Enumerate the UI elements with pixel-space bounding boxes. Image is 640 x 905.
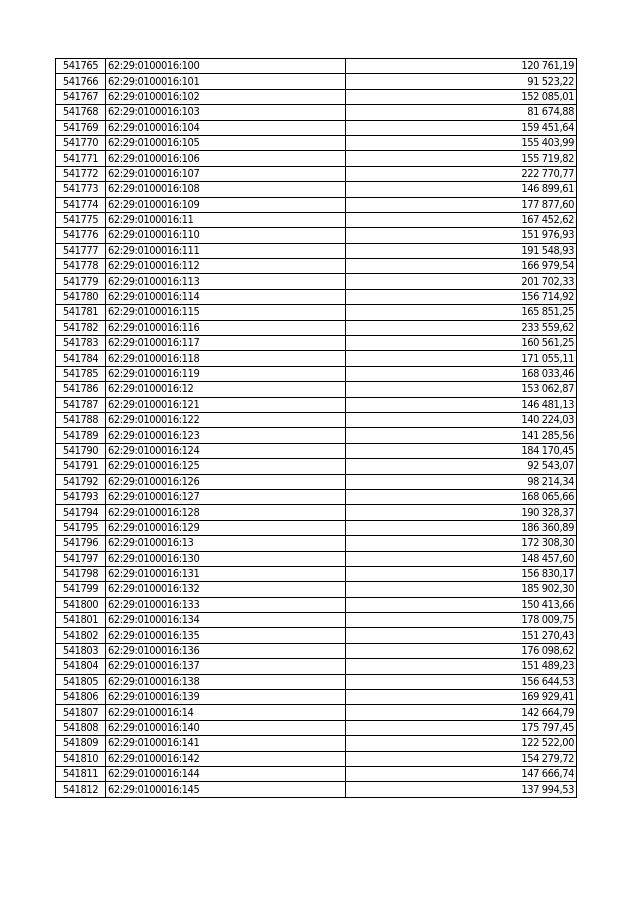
cadastral-value-cell: 91 523,22 bbox=[346, 74, 577, 89]
row-id-cell: 541773 bbox=[56, 182, 106, 197]
cadastral-value-cell: 165 851,25 bbox=[346, 305, 577, 320]
cadastral-number-cell: 62:29:0100016:115 bbox=[106, 305, 346, 320]
cadastral-value-cell: 155 719,82 bbox=[346, 151, 577, 166]
table-row bbox=[56, 166, 577, 181]
table-row bbox=[56, 597, 577, 612]
table-row bbox=[56, 320, 577, 335]
table-row bbox=[56, 151, 577, 166]
row-id-cell: 541800 bbox=[56, 597, 106, 612]
cadastral-number-cell: 62:29:0100016:111 bbox=[106, 243, 346, 258]
cadastral-value-cell: 184 170,45 bbox=[346, 443, 577, 458]
table-row bbox=[56, 74, 577, 89]
table-row bbox=[56, 443, 577, 458]
table-row bbox=[56, 690, 577, 705]
cadastral-number-cell: 62:29:0100016:105 bbox=[106, 135, 346, 150]
cadastral-value-table bbox=[55, 58, 577, 798]
cadastral-number-cell: 62:29:0100016:138 bbox=[106, 674, 346, 689]
table-row bbox=[56, 212, 577, 227]
cadastral-value-cell: 122 522,00 bbox=[346, 736, 577, 751]
cadastral-value-cell: 151 489,23 bbox=[346, 659, 577, 674]
cadastral-number-cell: 62:29:0100016:101 bbox=[106, 74, 346, 89]
row-id-cell: 541779 bbox=[56, 274, 106, 289]
table-row bbox=[56, 382, 577, 397]
cadastral-value-cell: 98 214,34 bbox=[346, 474, 577, 489]
row-id-cell: 541781 bbox=[56, 305, 106, 320]
cadastral-number-cell: 62:29:0100016:126 bbox=[106, 474, 346, 489]
table-row bbox=[56, 705, 577, 720]
cadastral-value-cell: 152 085,01 bbox=[346, 89, 577, 104]
cadastral-value-cell: 81 674,88 bbox=[346, 105, 577, 120]
row-id-cell: 541765 bbox=[56, 59, 106, 74]
table-row bbox=[56, 89, 577, 104]
cadastral-number-cell: 62:29:0100016:102 bbox=[106, 89, 346, 104]
table-row bbox=[56, 228, 577, 243]
row-id-cell: 541787 bbox=[56, 397, 106, 412]
cadastral-number-cell: 62:29:0100016:12 bbox=[106, 382, 346, 397]
row-id-cell: 541812 bbox=[56, 782, 106, 797]
cadastral-value-cell: 172 308,30 bbox=[346, 536, 577, 551]
table-row bbox=[56, 135, 577, 150]
cadastral-value-cell: 191 548,93 bbox=[346, 243, 577, 258]
row-id-cell: 541778 bbox=[56, 259, 106, 274]
cadastral-number-cell: 62:29:0100016:106 bbox=[106, 151, 346, 166]
cadastral-value-cell: 147 666,74 bbox=[346, 766, 577, 781]
row-id-cell: 541780 bbox=[56, 289, 106, 304]
cadastral-number-cell: 62:29:0100016:113 bbox=[106, 274, 346, 289]
cadastral-value-cell: 156 830,17 bbox=[346, 566, 577, 581]
cadastral-number-cell: 62:29:0100016:127 bbox=[106, 489, 346, 504]
cadastral-value-cell: 233 559,62 bbox=[346, 320, 577, 335]
row-id-cell: 541807 bbox=[56, 705, 106, 720]
row-id-cell: 541791 bbox=[56, 459, 106, 474]
cadastral-value-cell: 222 770,77 bbox=[346, 166, 577, 181]
cadastral-number-cell: 62:29:0100016:125 bbox=[106, 459, 346, 474]
table-row bbox=[56, 520, 577, 535]
cadastral-number-cell: 62:29:0100016:121 bbox=[106, 397, 346, 412]
row-id-cell: 541804 bbox=[56, 659, 106, 674]
table-row bbox=[56, 366, 577, 381]
row-id-cell: 541808 bbox=[56, 720, 106, 735]
cadastral-number-cell: 62:29:0100016:108 bbox=[106, 182, 346, 197]
row-id-cell: 541796 bbox=[56, 536, 106, 551]
cadastral-number-cell: 62:29:0100016:100 bbox=[106, 59, 346, 74]
cadastral-value-cell: 154 279,72 bbox=[346, 751, 577, 766]
row-id-cell: 541794 bbox=[56, 505, 106, 520]
table-row bbox=[56, 489, 577, 504]
cadastral-value-cell: 146 899,61 bbox=[346, 182, 577, 197]
row-id-cell: 541799 bbox=[56, 582, 106, 597]
row-id-cell: 541806 bbox=[56, 690, 106, 705]
cadastral-number-cell: 62:29:0100016:110 bbox=[106, 228, 346, 243]
row-id-cell: 541790 bbox=[56, 443, 106, 458]
cadastral-value-cell: 141 285,56 bbox=[346, 428, 577, 443]
table-row bbox=[56, 459, 577, 474]
cadastral-value-cell: 142 664,79 bbox=[346, 705, 577, 720]
row-id-cell: 541792 bbox=[56, 474, 106, 489]
table-row bbox=[56, 628, 577, 643]
row-id-cell: 541811 bbox=[56, 766, 106, 781]
cadastral-number-cell: 62:29:0100016:103 bbox=[106, 105, 346, 120]
cadastral-value-cell: 120 761,19 bbox=[346, 59, 577, 74]
cadastral-value-cell: 150 413,66 bbox=[346, 597, 577, 612]
table-row bbox=[56, 766, 577, 781]
row-id-cell: 541786 bbox=[56, 382, 106, 397]
row-id-cell: 541789 bbox=[56, 428, 106, 443]
row-id-cell: 541783 bbox=[56, 336, 106, 351]
cadastral-number-cell: 62:29:0100016:128 bbox=[106, 505, 346, 520]
row-id-cell: 541768 bbox=[56, 105, 106, 120]
cadastral-number-cell: 62:29:0100016:123 bbox=[106, 428, 346, 443]
row-id-cell: 541788 bbox=[56, 412, 106, 427]
cadastral-number-cell: 62:29:0100016:145 bbox=[106, 782, 346, 797]
cadastral-value-cell: 177 877,60 bbox=[346, 197, 577, 212]
cadastral-value-cell: 168 065,66 bbox=[346, 489, 577, 504]
cadastral-number-cell: 62:29:0100016:131 bbox=[106, 566, 346, 581]
cadastral-number-cell: 62:29:0100016:133 bbox=[106, 597, 346, 612]
row-id-cell: 541769 bbox=[56, 120, 106, 135]
table-row bbox=[56, 566, 577, 581]
table-row bbox=[56, 536, 577, 551]
cadastral-number-cell: 62:29:0100016:13 bbox=[106, 536, 346, 551]
cadastral-value-cell: 190 328,37 bbox=[346, 505, 577, 520]
row-id-cell: 541775 bbox=[56, 212, 106, 227]
cadastral-number-cell: 62:29:0100016:107 bbox=[106, 166, 346, 181]
cadastral-value-cell: 175 797,45 bbox=[346, 720, 577, 735]
table-row bbox=[56, 259, 577, 274]
cadastral-number-cell: 62:29:0100016:112 bbox=[106, 259, 346, 274]
table-row bbox=[56, 182, 577, 197]
cadastral-value-cell: 153 062,87 bbox=[346, 382, 577, 397]
cadastral-number-cell: 62:29:0100016:116 bbox=[106, 320, 346, 335]
table-row bbox=[56, 412, 577, 427]
table-row bbox=[56, 474, 577, 489]
table-row bbox=[56, 674, 577, 689]
row-id-cell: 541766 bbox=[56, 74, 106, 89]
row-id-cell: 541776 bbox=[56, 228, 106, 243]
row-id-cell: 541805 bbox=[56, 674, 106, 689]
row-id-cell: 541802 bbox=[56, 628, 106, 643]
cadastral-value-cell: 186 360,89 bbox=[346, 520, 577, 535]
table-row bbox=[56, 659, 577, 674]
cadastral-value-cell: 148 457,60 bbox=[346, 551, 577, 566]
table-row bbox=[56, 336, 577, 351]
cadastral-value-cell: 140 224,03 bbox=[346, 412, 577, 427]
cadastral-number-cell: 62:29:0100016:124 bbox=[106, 443, 346, 458]
table-row bbox=[56, 59, 577, 74]
row-id-cell: 541770 bbox=[56, 135, 106, 150]
cadastral-value-cell: 92 543,07 bbox=[346, 459, 577, 474]
table-row bbox=[56, 305, 577, 320]
cadastral-number-cell: 62:29:0100016:104 bbox=[106, 120, 346, 135]
table-row bbox=[56, 736, 577, 751]
cadastral-value-cell: 146 481,13 bbox=[346, 397, 577, 412]
cadastral-value-cell: 151 270,43 bbox=[346, 628, 577, 643]
cadastral-number-cell: 62:29:0100016:139 bbox=[106, 690, 346, 705]
cadastral-value-cell: 160 561,25 bbox=[346, 336, 577, 351]
cadastral-number-cell: 62:29:0100016:135 bbox=[106, 628, 346, 643]
cadastral-value-cell: 171 055,11 bbox=[346, 351, 577, 366]
cadastral-value-cell: 156 714,92 bbox=[346, 289, 577, 304]
cadastral-number-cell: 62:29:0100016:132 bbox=[106, 582, 346, 597]
table-row bbox=[56, 782, 577, 797]
row-id-cell: 541801 bbox=[56, 613, 106, 628]
cadastral-number-cell: 62:29:0100016:11 bbox=[106, 212, 346, 227]
table-row bbox=[56, 289, 577, 304]
table-row bbox=[56, 751, 577, 766]
cadastral-value-cell: 178 009,75 bbox=[346, 613, 577, 628]
table-row bbox=[56, 105, 577, 120]
cadastral-number-cell: 62:29:0100016:140 bbox=[106, 720, 346, 735]
table-row bbox=[56, 613, 577, 628]
row-id-cell: 541795 bbox=[56, 520, 106, 535]
cadastral-value-cell: 156 644,53 bbox=[346, 674, 577, 689]
row-id-cell: 541803 bbox=[56, 643, 106, 658]
cadastral-number-cell: 62:29:0100016:14 bbox=[106, 705, 346, 720]
cadastral-number-cell: 62:29:0100016:129 bbox=[106, 520, 346, 535]
table-row bbox=[56, 643, 577, 658]
row-id-cell: 541785 bbox=[56, 366, 106, 381]
row-id-cell: 541798 bbox=[56, 566, 106, 581]
table-row bbox=[56, 243, 577, 258]
row-id-cell: 541767 bbox=[56, 89, 106, 104]
cadastral-number-cell: 62:29:0100016:142 bbox=[106, 751, 346, 766]
table-row bbox=[56, 551, 577, 566]
cadastral-value-cell: 151 976,93 bbox=[346, 228, 577, 243]
cadastral-value-cell: 167 452,62 bbox=[346, 212, 577, 227]
cadastral-value-cell: 169 929,41 bbox=[346, 690, 577, 705]
cadastral-number-cell: 62:29:0100016:134 bbox=[106, 613, 346, 628]
cadastral-value-cell: 155 403,99 bbox=[346, 135, 577, 150]
row-id-cell: 541793 bbox=[56, 489, 106, 504]
cadastral-number-cell: 62:29:0100016:119 bbox=[106, 366, 346, 381]
cadastral-number-cell: 62:29:0100016:137 bbox=[106, 659, 346, 674]
cadastral-number-cell: 62:29:0100016:122 bbox=[106, 412, 346, 427]
cadastral-value-cell: 166 979,54 bbox=[346, 259, 577, 274]
row-id-cell: 541777 bbox=[56, 243, 106, 258]
row-id-cell: 541782 bbox=[56, 320, 106, 335]
table-row bbox=[56, 197, 577, 212]
table-row bbox=[56, 582, 577, 597]
row-id-cell: 541809 bbox=[56, 736, 106, 751]
table-row bbox=[56, 428, 577, 443]
cadastral-number-cell: 62:29:0100016:136 bbox=[106, 643, 346, 658]
cadastral-number-cell: 62:29:0100016:118 bbox=[106, 351, 346, 366]
cadastral-number-cell: 62:29:0100016:117 bbox=[106, 336, 346, 351]
cadastral-value-cell: 176 098,62 bbox=[346, 643, 577, 658]
table-body bbox=[56, 59, 577, 798]
row-id-cell: 541784 bbox=[56, 351, 106, 366]
cadastral-value-cell: 185 902,30 bbox=[346, 582, 577, 597]
table-row bbox=[56, 274, 577, 289]
cadastral-number-cell: 62:29:0100016:114 bbox=[106, 289, 346, 304]
cadastral-number-cell: 62:29:0100016:109 bbox=[106, 197, 346, 212]
cadastral-number-cell: 62:29:0100016:130 bbox=[106, 551, 346, 566]
table-row bbox=[56, 720, 577, 735]
row-id-cell: 541797 bbox=[56, 551, 106, 566]
row-id-cell: 541771 bbox=[56, 151, 106, 166]
table-row bbox=[56, 505, 577, 520]
row-id-cell: 541774 bbox=[56, 197, 106, 212]
cadastral-value-cell: 159 451,64 bbox=[346, 120, 577, 135]
table-row bbox=[56, 351, 577, 366]
cadastral-number-cell: 62:29:0100016:144 bbox=[106, 766, 346, 781]
row-id-cell: 541810 bbox=[56, 751, 106, 766]
row-id-cell: 541772 bbox=[56, 166, 106, 181]
cadastral-value-cell: 201 702,33 bbox=[346, 274, 577, 289]
cadastral-value-cell: 137 994,53 bbox=[346, 782, 577, 797]
table-row bbox=[56, 120, 577, 135]
table-row bbox=[56, 397, 577, 412]
cadastral-value-cell: 168 033,46 bbox=[346, 366, 577, 381]
cadastral-number-cell: 62:29:0100016:141 bbox=[106, 736, 346, 751]
